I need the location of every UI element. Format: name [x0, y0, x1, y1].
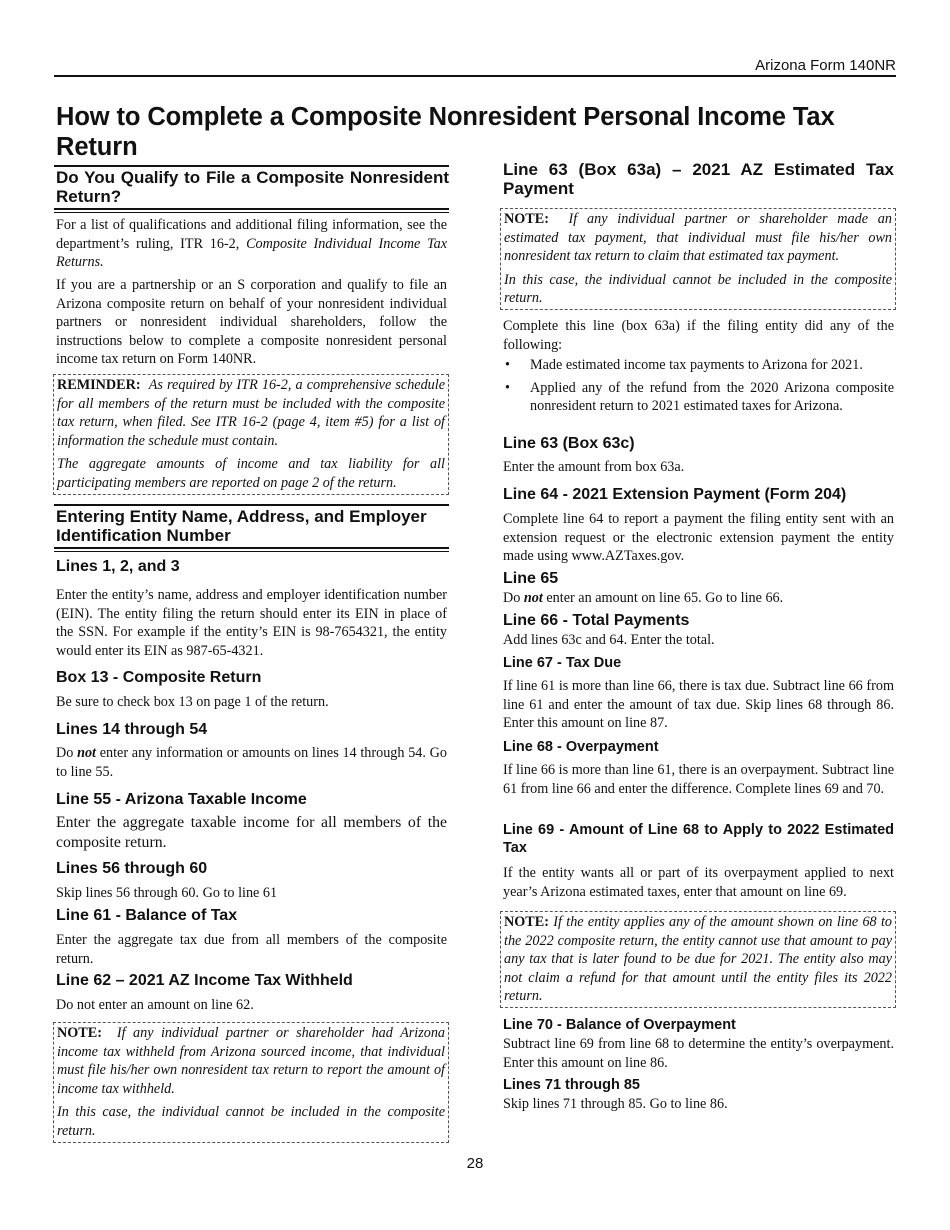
note-69-label: NOTE:: [504, 914, 549, 930]
lines-14-54-heading: Lines 14 through 54: [56, 721, 208, 738]
note-69-text: If the entity applies any of the amount shown on line 68 to the 2022 composite return, the entity cannot use that amount to pay any tax that is later found to be due for 2021. The entity also may not claim a refund for that amount until the entity files its 2022 return.: [504, 914, 892, 1005]
lines-71-85-text: Skip lines 71 through 85. Go to line 86.: [503, 1096, 728, 1112]
note-63-text: If any individual partner or shareholder made an estimated tax payment, that individual must file his/her own nonresident tax return to claim that estimated tax payment.: [504, 211, 892, 265]
line-65-text: Do not enter an amount on line 65. Go to line 66.: [503, 590, 784, 606]
line-70-heading: Line 70 - Balance of Overpayment: [503, 1017, 736, 1033]
line-64-text: Complete line 64 to report a payment the filing entity sent with an extension request or the electronic extension payment the entity made using www.AZTaxes.gov.: [503, 511, 894, 565]
line-63-note-box: [500, 208, 896, 310]
lines-1-2-3-text: Enter the entity’s name, address and employer identification number (EIN). The entity filing the return should enter its EIN in place of the SSN. For example if the entity’s EIN is 98-7654321, the entity would enter its EIN as 987-65-4321.: [56, 587, 447, 659]
line-69-note-box: [500, 911, 896, 1008]
line-61-text: Enter the aggregate tax due from all members of the composite return.: [56, 932, 447, 967]
note-62-text-2: In this case, the individual cannot be included in the composite return.: [57, 1104, 445, 1139]
qualify-heading: Do You Qualify to File a Composite Nonresident Return?: [54, 165, 449, 210]
line-55-text: Enter the aggregate taxable income for all members of the composite return.: [56, 814, 447, 851]
note-62-text: If any individual partner or shareholder had Arizona income tax withheld from Arizona sourced income, that individual must file his/her own nonresident tax return to report the amount of income tax withheld.: [57, 1025, 446, 1097]
line-63-heading: Line 63 (Box 63a) – 2021 AZ Estimated Tax Payment: [503, 160, 894, 198]
reminder-box: [53, 374, 449, 495]
line-63-bullet-list: [503, 356, 894, 420]
line-63c-text: Enter the amount from box 63a.: [503, 459, 685, 475]
line-64-heading: Line 64 - 2021 Extension Payment (Form 204): [503, 486, 847, 503]
line-65-heading: Line 65: [503, 570, 559, 587]
line-63-text: Complete this line (box 63a) if the filing entity did any of the following:: [503, 318, 894, 353]
lines-71-85-heading: Lines 71 through 85: [503, 1077, 640, 1093]
form-label: Arizona Form 140NR: [755, 57, 896, 74]
page-title: How to Complete a Composite Nonresident Personal Income Tax Return: [56, 103, 835, 161]
page-number: 28: [466, 1155, 484, 1172]
box-13-heading: Box 13 - Composite Return: [56, 669, 262, 686]
reminder-label: REMINDER:: [57, 377, 141, 393]
note-63-text-2: In this case, the individual cannot be included in the composite return.: [504, 271, 892, 307]
lines-1-2-3-heading: Lines 1, 2, and 3: [56, 558, 180, 575]
lines-14-54-text: Do not enter any information or amounts on lines 14 through 54. Go to line 55.: [56, 745, 447, 780]
line-55-heading: Line 55 - Arizona Taxable Income: [56, 791, 307, 808]
line-63c-heading: Line 63 (Box 63c): [503, 435, 635, 452]
line-62-note-box: [53, 1022, 449, 1143]
lines-56-60-text: Skip lines 56 through 60. Go to line 61: [56, 885, 278, 901]
entity-heading: Entering Entity Name, Address, and Employer Identification Number: [54, 504, 449, 549]
qualify-paragraph-1: For a list of qualifications and additional filing information, see the department’s ruling, ITR 16-2, Composite Individual Income Tax Returns.: [56, 217, 447, 271]
qualify-paragraph-2: If you are a partnership or an S corporation and qualify to file an Arizona composite return on behalf of your nonresident individual partners or nonresident individual shareholders, follow the instructions below to complete a composite nonresident personal income tax return on Form 140NR.: [56, 277, 447, 368]
line-61-heading: Line 61 - Balance of Tax: [56, 907, 238, 924]
line-68-text: If line 66 is more than line 61, there is an overpayment. Subtract line 61 from line 66 and enter the difference. Complete lines 69 and 70.: [503, 762, 894, 797]
note-62-label: NOTE:: [57, 1025, 102, 1041]
reminder-text-2: The aggregate amounts of income and tax liability for all participating members are reported on page 2 of the return.: [57, 456, 445, 491]
line-69-heading: Line 69 - Amount of Line 68 to Apply to 2022 Estimated Tax: [503, 822, 894, 856]
line-68-heading: Line 68 - Overpayment: [503, 739, 659, 755]
line-62-text: Do not enter an amount on line 62.: [56, 997, 254, 1013]
list-item: • Made estimated income tax payments to Arizona for 2021.: [503, 356, 894, 375]
line-66-heading: Line 66 - Total Payments: [503, 612, 690, 629]
line-67-text: If line 61 is more than line 66, there is tax due. Subtract line 66 from line 61 and enter the amount of tax due. Skip lines 68 through 86. Enter this amount on line 87.: [503, 678, 894, 732]
lines-56-60-heading: Lines 56 through 60: [56, 860, 208, 877]
reminder-text: As required by ITR 16-2, a comprehensive schedule for all members of the return must be included with the composite tax return, when filed. See ITR 16-2 (page 4, item #5) for a list of information the schedule must contain.: [57, 377, 446, 449]
note-63-label: NOTE:: [504, 211, 549, 227]
box-13-text: Be sure to check box 13 on page 1 of the return.: [56, 694, 329, 710]
line-62-heading: Line 62 – 2021 AZ Income Tax Withheld: [56, 972, 353, 989]
header-rule: [54, 75, 896, 77]
line-67-heading: Line 67 - Tax Due: [503, 655, 622, 671]
line-69-text: If the entity wants all or part of its overpayment applied to next year’s Arizona estimated taxes, enter that amount on line 69.: [503, 865, 894, 900]
line-70-text: Subtract line 69 from line 68 to determine the entity’s overpayment. Enter this amount on line 86.: [503, 1036, 894, 1071]
list-item: • Applied any of the refund from the 2020 Arizona composite nonresident return to 2021 estimated taxes for Arizona.: [503, 379, 894, 416]
line-66-text: Add lines 63c and 64. Enter the total.: [503, 632, 715, 648]
